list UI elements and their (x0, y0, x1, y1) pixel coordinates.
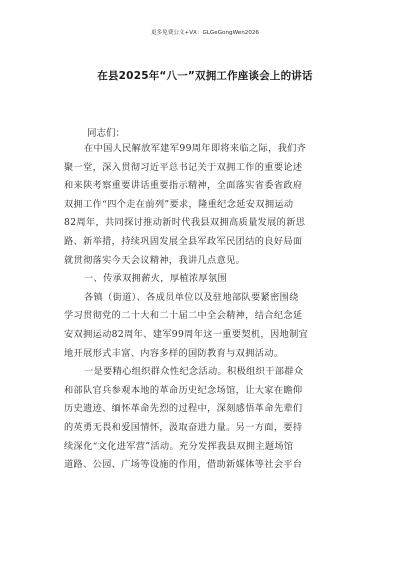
body-line: 道路、公园、广场等设施的作用，借助新媒体等社会平台 (64, 459, 303, 471)
header-note: 更多免费公文+VX：GLGeGongWen2026 (150, 30, 259, 36)
body-line: 在中国人民解放军建军99周年即将来临之际，我们齐 (84, 143, 307, 154)
document-title: 在县2025年“八一”双拥工作座谈会上的讲话 (97, 70, 313, 82)
body-line: 路、新举措，持续巩固发展全县军政军民团结的良好局面 (64, 235, 303, 247)
body-line: 历史遗迹、缅怀革命先烈的过程中，深刻感悟革命先辈们 (64, 403, 303, 415)
body-line: 地开展形式丰富、内容多样的国防教育与双拥活动。 (64, 347, 284, 359)
body-line: 一是要精心组织群众性纪念活动。积极组织干部群众 (84, 366, 304, 378)
body-line: 就贯彻落实今天会议精神，我讲几点意见。 (64, 254, 246, 266)
body-line: 双拥工作“四个走在前列”要求，隆重纪念延安双拥运动 (64, 198, 294, 210)
body-line: 安双拥运动82周年、建军99周年这一重要契机，因地制宜 (64, 328, 309, 340)
body-line: 聚一堂，深入贯彻习近平总书记关于双拥工作的重要论述 (64, 161, 303, 173)
body-text (64, 140, 354, 475)
section-heading: 一、传承双拥薪火，厚植浓厚氛围 (84, 273, 228, 285)
body-line: 学习贯彻党的二十大和二十届二中全会精神，结合纪念延 (64, 310, 303, 322)
body-line: 续深化“文化进军营”活动。充分发挥我县双拥主题场馆 (64, 440, 294, 452)
body-line: 82周年，共同探讨推动新时代我县双拥高质量发展的新思 (64, 217, 306, 229)
body-line: 的英勇无畏和爱国情怀，汲取奋进力量。另一方面，要持 (64, 421, 303, 433)
salutation: 同志们： (87, 128, 126, 139)
body-line: 和来陕考察重要讲话重要指示精神，全面落实省委省政府 (64, 180, 303, 192)
body-line: 和部队官兵参观本地的革命历史纪念场馆，让大家在瞻仰 (64, 384, 303, 396)
body-line: 各镇（街道）、各成员单位以及驻地部队要紧密围绕 (84, 291, 299, 303)
